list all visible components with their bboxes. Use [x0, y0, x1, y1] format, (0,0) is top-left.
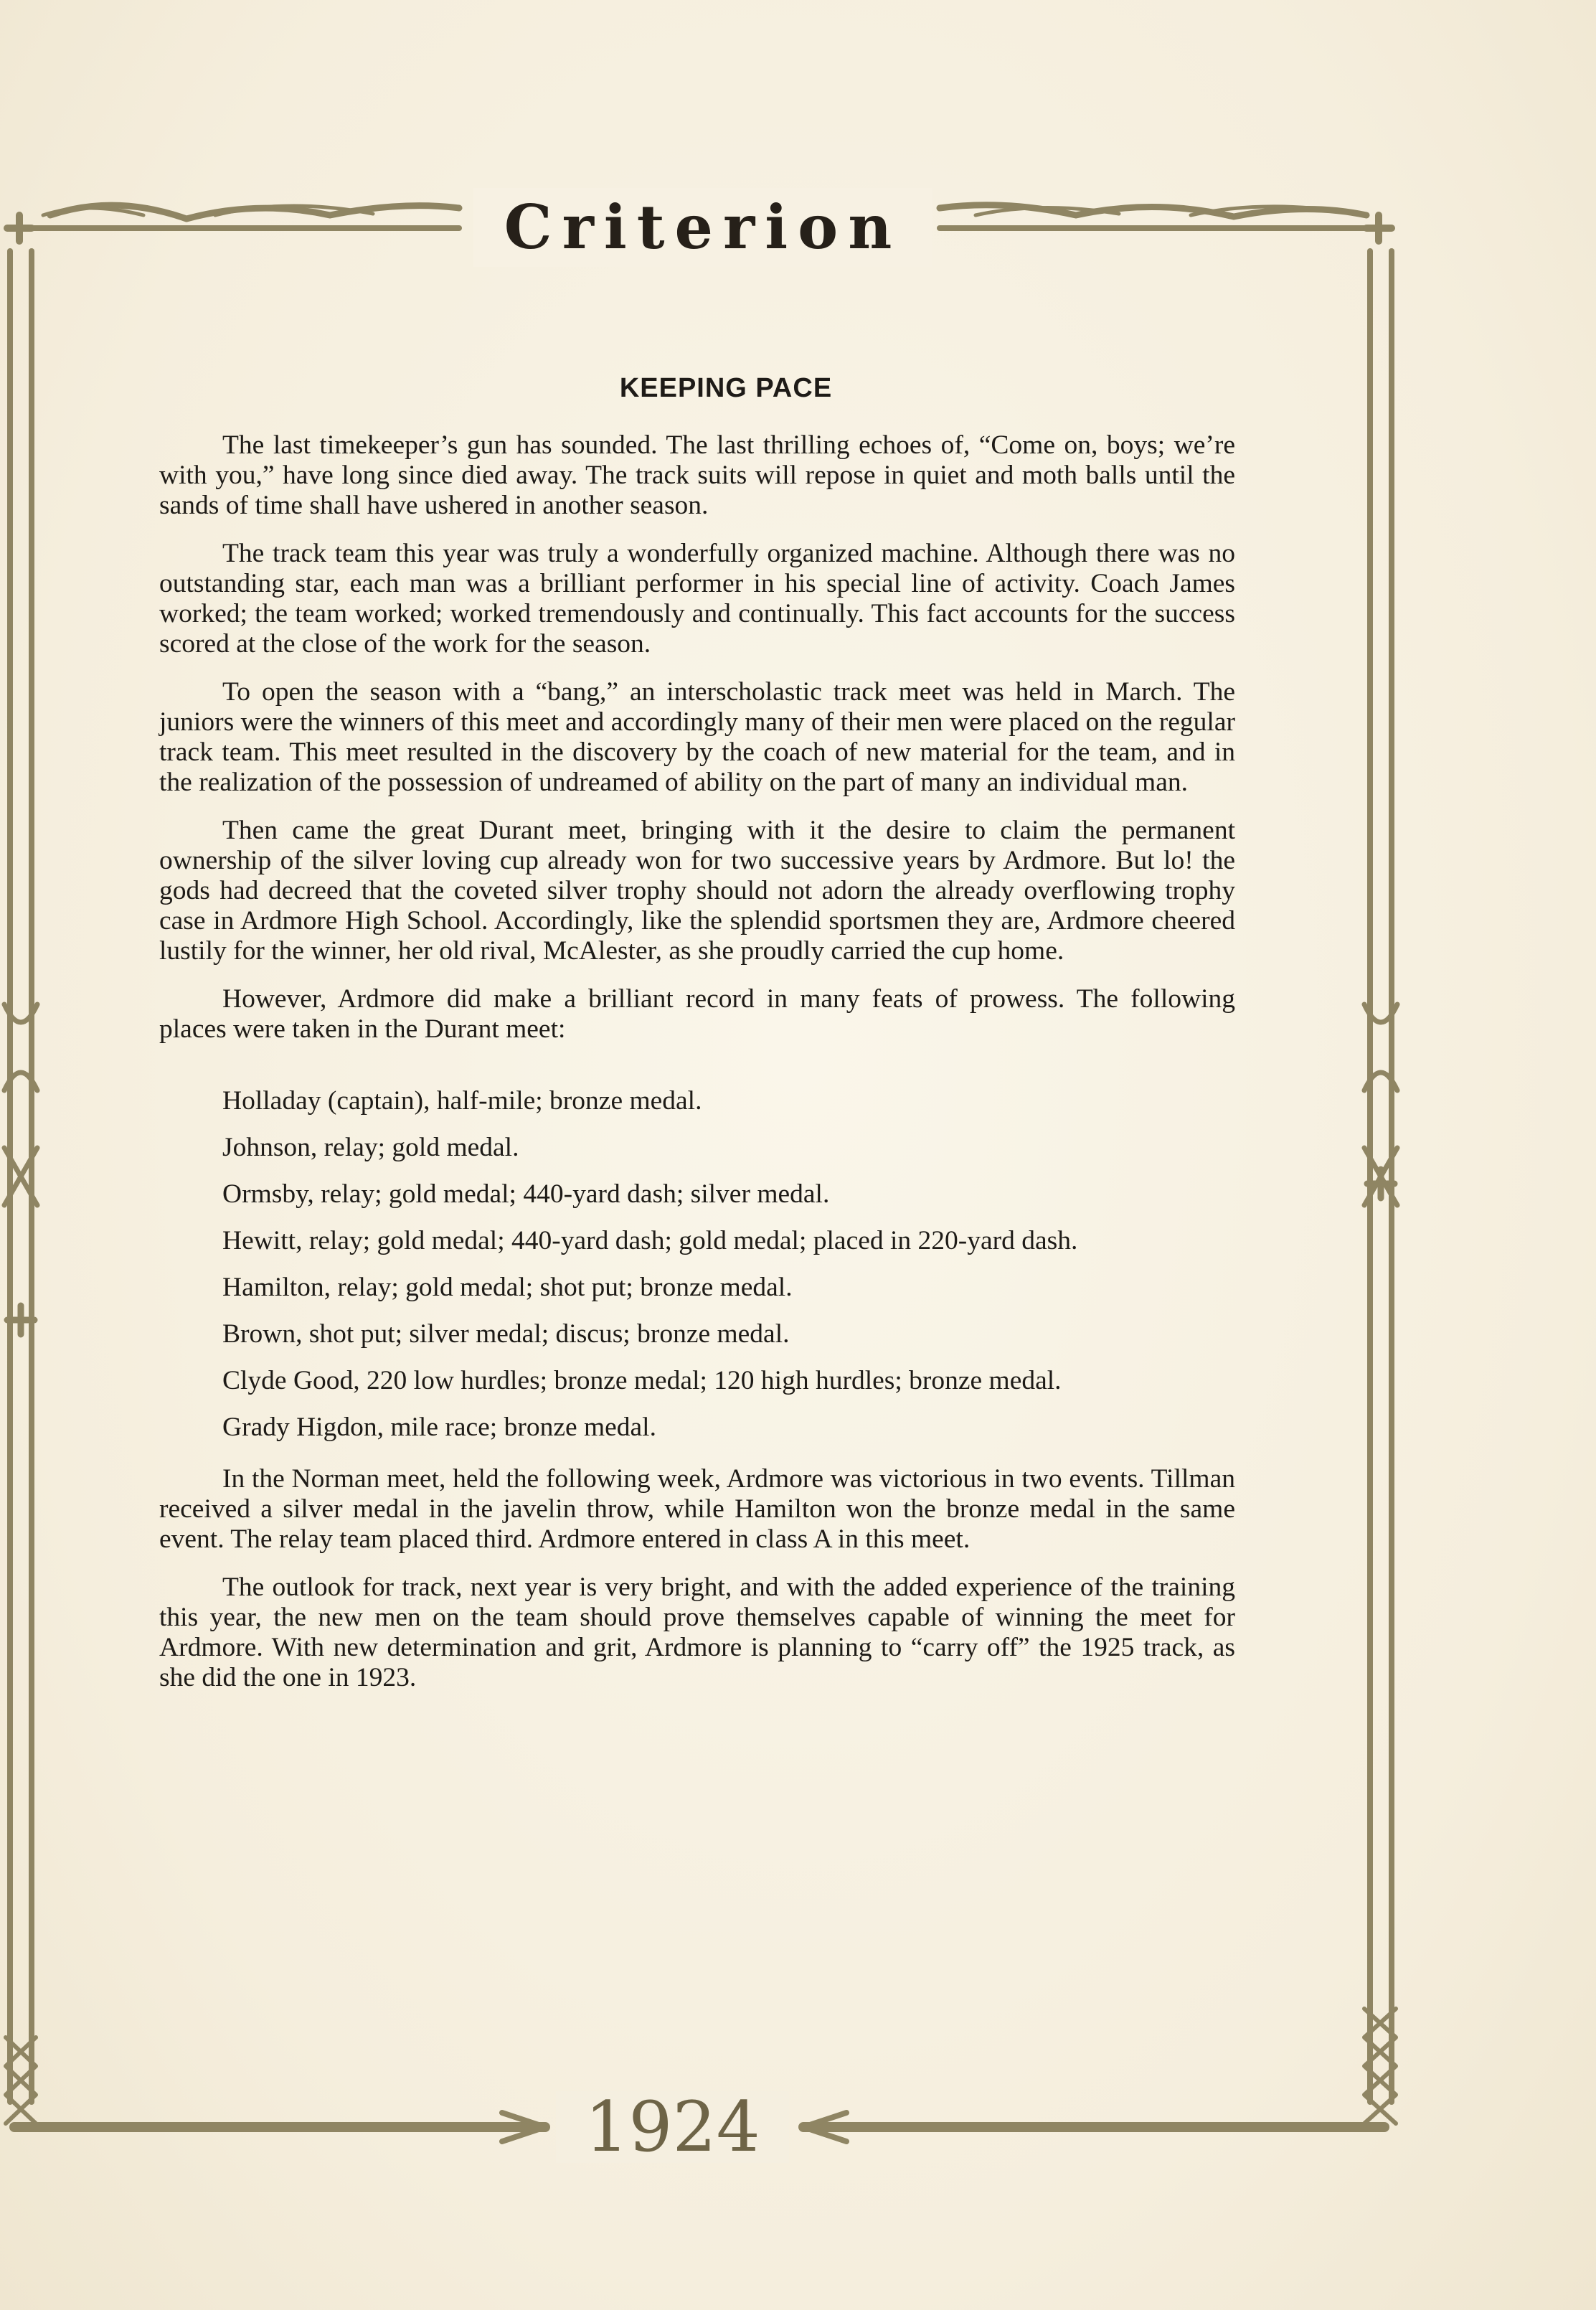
- result-item: Brown, shot put; silver medal; discus; bronze medal.: [222, 1319, 790, 1349]
- paragraph: To open the season with a “bang,” an interscholastic track meet was held in March. The juniors were the winners of this meet and accordingly many of their men were placed on the regular track team. This meet resulted in the discovery by the coach of new material for the team, and in the realization of the possession of undreamed of ability on the part of many an individual man.: [159, 677, 1235, 797]
- result-item: Clyde Good, 220 low hurdles; bronze medal; 120 high hurdles; bronze medal.: [222, 1366, 1062, 1395]
- result-item: Hamilton, relay; gold medal; shot put; bronze medal.: [222, 1273, 793, 1302]
- year-ornament: 1924: [556, 2091, 789, 2163]
- result-item: Holladay (captain), half-mile; bronze medal.: [222, 1086, 702, 1116]
- result-item: Grady Higdon, mile race; bronze medal.: [222, 1413, 656, 1442]
- paragraph: The track team this year was truly a wonderfully organized machine. Although there was no outstanding star, each man was a brilliant performer in his special line of activity. Coach James worked; the team worked; worked tremendously and continually. This fact accounts for the success scored at the close of the work for the season.: [159, 539, 1235, 659]
- paragraph: However, Ardmore did make a brilliant record in many feats of prowess. The following places were taken in the Durant meet:: [159, 984, 1235, 1044]
- result-item: Johnson, relay; gold medal.: [222, 1133, 519, 1162]
- paragraph: In the Norman meet, held the following week, Ardmore was victorious in two events. Tillman received a silver medal in the javelin throw, while Hamilton won the bronze medal in the same event. The relay team placed third. Ardmore entered in class A in this meet.: [159, 1464, 1235, 1554]
- article-title: KEEPING PACE: [619, 373, 833, 403]
- article: [159, 373, 1235, 1711]
- durant-meet-results: [159, 1086, 1235, 1443]
- paragraph: Then came the great Durant meet, bringing with it the desire to claim the permanent ownership of the silver loving cup already won for two successive years by Ardmore. But lo! the gods had decreed that the coveted silver trophy should not adorn the already overflowing trophy case in Ardmore High School. Accordingly, like the splendid sportsmen they are, Ardmore cheered lustily for the winner, her old rival, McAlester, as she proudly carried the cup home.: [159, 816, 1235, 966]
- paragraph: The last timekeeper’s gun has sounded. The last thrilling echoes of, “Come on, boys; we’re with you,” have long since died away. The track suits will repose in quiet and moth balls until the sands of time shall have ushered in another season.: [159, 430, 1235, 520]
- running-head: Criterion: [473, 188, 932, 267]
- result-item: Ormsby, relay; gold medal; 440-yard dash; silver medal.: [222, 1179, 830, 1209]
- result-item: Hewitt, relay; gold medal; 440-yard dash; gold medal; placed in 220-yard dash.: [222, 1226, 1078, 1255]
- paragraph: The outlook for track, next year is very bright, and with the added experience of the training this year, the new men on the team should prove themselves capable of winning the meet for Ardmore. With new determination and grit, Ardmore is planning to “carry off” the 1925 track, as she did the one in 1923.: [159, 1573, 1235, 1692]
